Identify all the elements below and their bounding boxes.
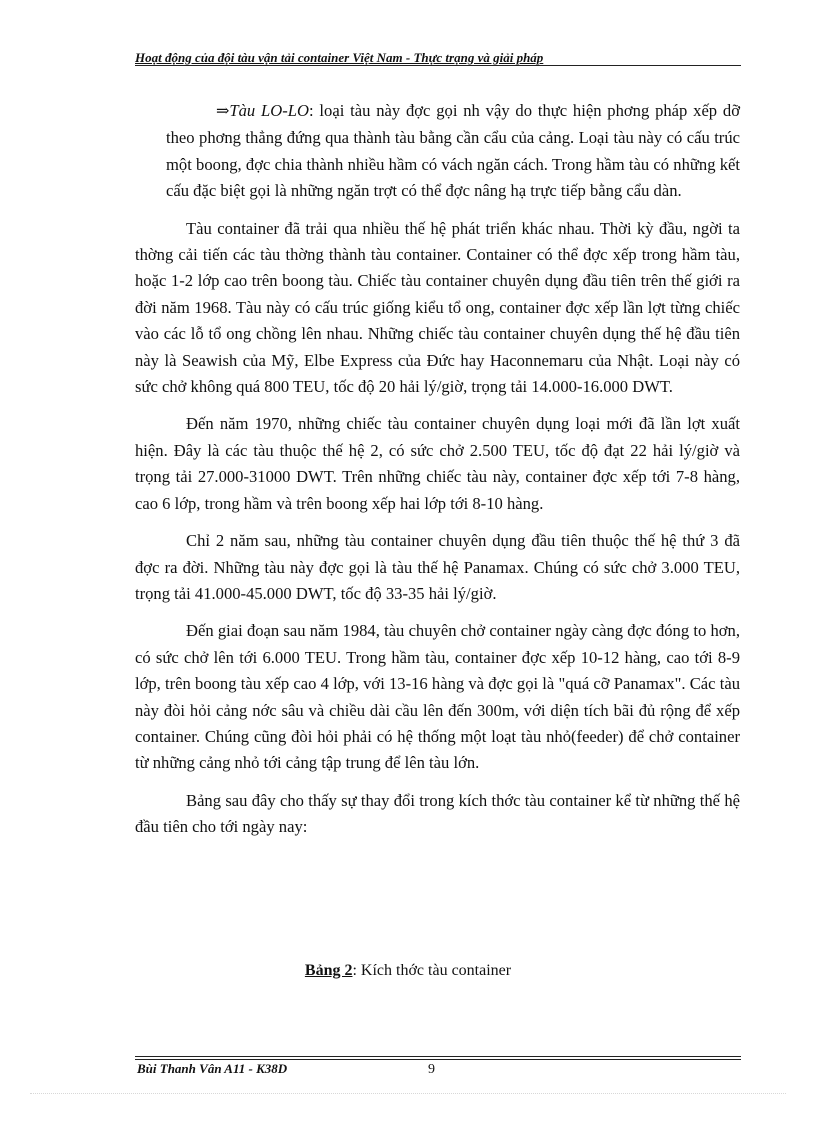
footer-author: Bùi Thanh Vân A11 - K38D <box>137 1061 288 1076</box>
paragraph-lolo <box>166 98 740 205</box>
paragraph-table-intro: Bảng sau đây cho thấy sự thay đổi trong kích thớc tàu container kể từ những thế hệ đầu tiên cho tới ngày nay: <box>135 790 740 837</box>
paragraph-1970: Đến năm 1970, những chiếc tàu container chuyên dụng loại mới đã lần lợt xuất hiện. Đây là các tàu thuộc thế hệ 2, có sức chở 2.500 TEU, tốc độ đạt 22 hải lý/giờ và trọng tải 27.000-31000 DWT. Trên những chiếc tàu này, container đợc xếp tới 7-8 hàng, cao 6 lớp, trong hầm và trên boong xếp hai lớp tới 8-10 hàng. <box>135 414 740 513</box>
lolo-text: : loại tàu này đợc gọi nh vậy do thực hiện phơng pháp xếp dỡ theo phơng thẳng đứng qua thành tàu bằng cần cẩu của cảng. Loại tàu này có cấu trúc một boong, đợc chia thành nhiều hầm có vách ngăn cách. Trong hầm tàu có những kết cấu đặc biệt gọi là những ngăn trợt có thể đợc nâng hạ trực tiếp bằng cẩu dàn. <box>166 101 740 201</box>
page-header-title: Hoạt động của đội tàu vận tải container Việt Nam - Thực trạng và giải pháp <box>135 50 544 65</box>
table-caption-text: : Kích thớc tàu container <box>352 962 512 979</box>
page-number: 9 <box>428 1062 435 1077</box>
paragraph-post-panamax: Đến giai đoạn sau năm 1984, tàu chuyên chở container ngày càng đợc đóng to hơn, có sức chở lên tới 6.000 TEU. Trong hầm tàu, container đợc xếp 10-12 hàng, cao tới 8-9 lớp, trên boong tàu xếp cao 4 lớp, với 13-16 hàng và đợc gọi là "quá cỡ Panamax". Các tàu này đòi hỏi cảng nớc sâu và chiều dài cầu lên đến 300m, với diện tích bãi đủ rộng để xếp container. Chúng cũng đòi hỏi phải có hệ thống một loạt tàu nhỏ(feeder) để chở container từ những cảng nhỏ tới cảng tập trung để lên tàu lớn. <box>135 621 740 773</box>
lolo-term: Tàu LO-LO <box>229 101 309 120</box>
footer-rule <box>135 1059 741 1060</box>
footer-rule <box>135 1056 741 1057</box>
table-caption <box>0 962 816 980</box>
arrow-right-icon: ⇒ <box>216 103 230 120</box>
table-caption-label: Bảng 2 <box>304 962 353 979</box>
page-bottom-dotted-line <box>30 1093 786 1094</box>
document-body <box>135 98 740 852</box>
paragraph-generations: Tàu container đã trải qua nhiều thế hệ phát triển khác nhau. Thời kỳ đầu, ngời ta thờng cải tiến các tàu thờng thành tàu container. Container có thể đợc xếp trong hầm tàu, hoặc 1-2 lớp cao trên boong tàu. Chiếc tàu container chuyên dụng đầu tiên trên thế giới ra đời năm 1968. Tàu này có cấu trúc giống kiểu tổ ong, container đợc xếp lần lợt từng chiếc vào các lỗ tổ ong chồng lên nhau. Những chiếc tàu container chuyên dụng thế hệ đầu tiên này là Seawish của Mỹ, Elbe Express của Đức hay Haconnemaru của Nhật. Loại này có sức chở không quá 800 TEU, tốc độ 20 hải lý/giờ, trọng tải 14.000-16.000 DWT. <box>135 218 740 397</box>
paragraph-panamax: Chỉ 2 năm sau, những tàu container chuyên dụng đầu tiên thuộc thế hệ thứ 3 đã đợc ra đời. Những tàu này đợc gọi là tàu thế hệ Panamax. Chúng có sức chở 3.000 TEU, trọng tải 41.000-45.000 DWT, tốc độ 33-35 hải lý/giờ. <box>135 531 740 603</box>
header-rule <box>135 65 741 66</box>
